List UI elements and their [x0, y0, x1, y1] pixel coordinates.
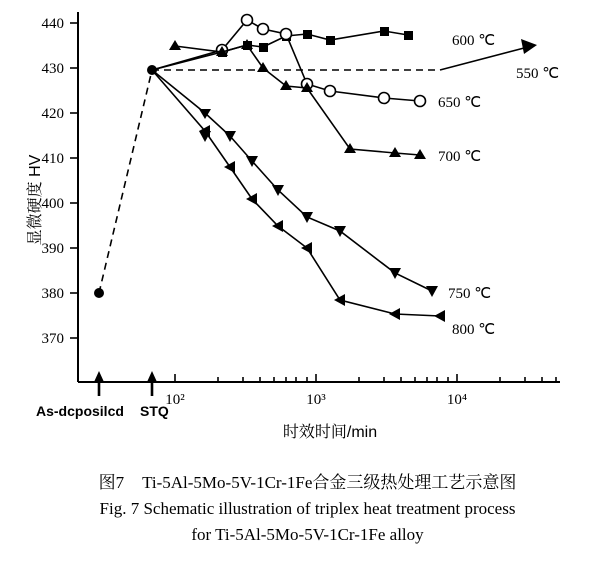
x-tick-1000: 10³: [306, 392, 326, 408]
caption-english-line1: Fig. 7 Schematic illustration of triplex heat treatment process: [99, 499, 516, 518]
caption-english-line2: for Ti-5Al-5Mo-5V-1Cr-1Fe alloy: [191, 525, 424, 544]
series-label-650c: 650 ℃: [438, 95, 482, 111]
series-600c: [152, 27, 495, 70]
annotation-as-deposited: As-dcposilcd: [36, 403, 124, 419]
series-label-600c: 600 ℃: [452, 33, 496, 49]
annotation-stq: STQ: [140, 403, 169, 419]
y-tick-420: 420: [41, 106, 64, 122]
y-tick-440: 440: [41, 16, 64, 32]
y-axis-title: 显微硬度 HV: [27, 154, 44, 246]
y-ticks: [42, 16, 79, 347]
caption-chinese: [0, 470, 615, 496]
marker-as-deposited: [94, 288, 104, 298]
series-label-750c: 750 ℃: [448, 286, 492, 302]
y-tick-390: 390: [41, 241, 64, 257]
x-axis-title: 时效时间/min: [282, 424, 378, 441]
caption-chinese-text: Ti-5Al-5Mo-5V-1Cr-1Fe合金三级热处理工艺示意图: [142, 473, 517, 492]
x-tick-10000: 10⁴: [446, 392, 468, 408]
series-label-550c: 550 ℃: [516, 66, 560, 82]
dashed-rise: [99, 70, 152, 293]
y-tick-430: 430: [41, 61, 64, 77]
x-ticks: [165, 374, 556, 408]
y-tick-400: 400: [41, 196, 64, 212]
y-tick-370: 370: [41, 331, 64, 347]
figure-caption: [0, 470, 615, 548]
series-label-700c: 700 ℃: [438, 149, 482, 165]
series-650c: [152, 15, 481, 112]
series-label-800c: 800 ℃: [452, 322, 496, 338]
y-tick-380: 380: [41, 286, 64, 302]
annotation-arrows: [94, 371, 157, 396]
y-tick-410: 410: [41, 151, 64, 167]
x-tick-100: 10²: [165, 392, 185, 408]
caption-figure-tag: 图7: [98, 473, 125, 492]
